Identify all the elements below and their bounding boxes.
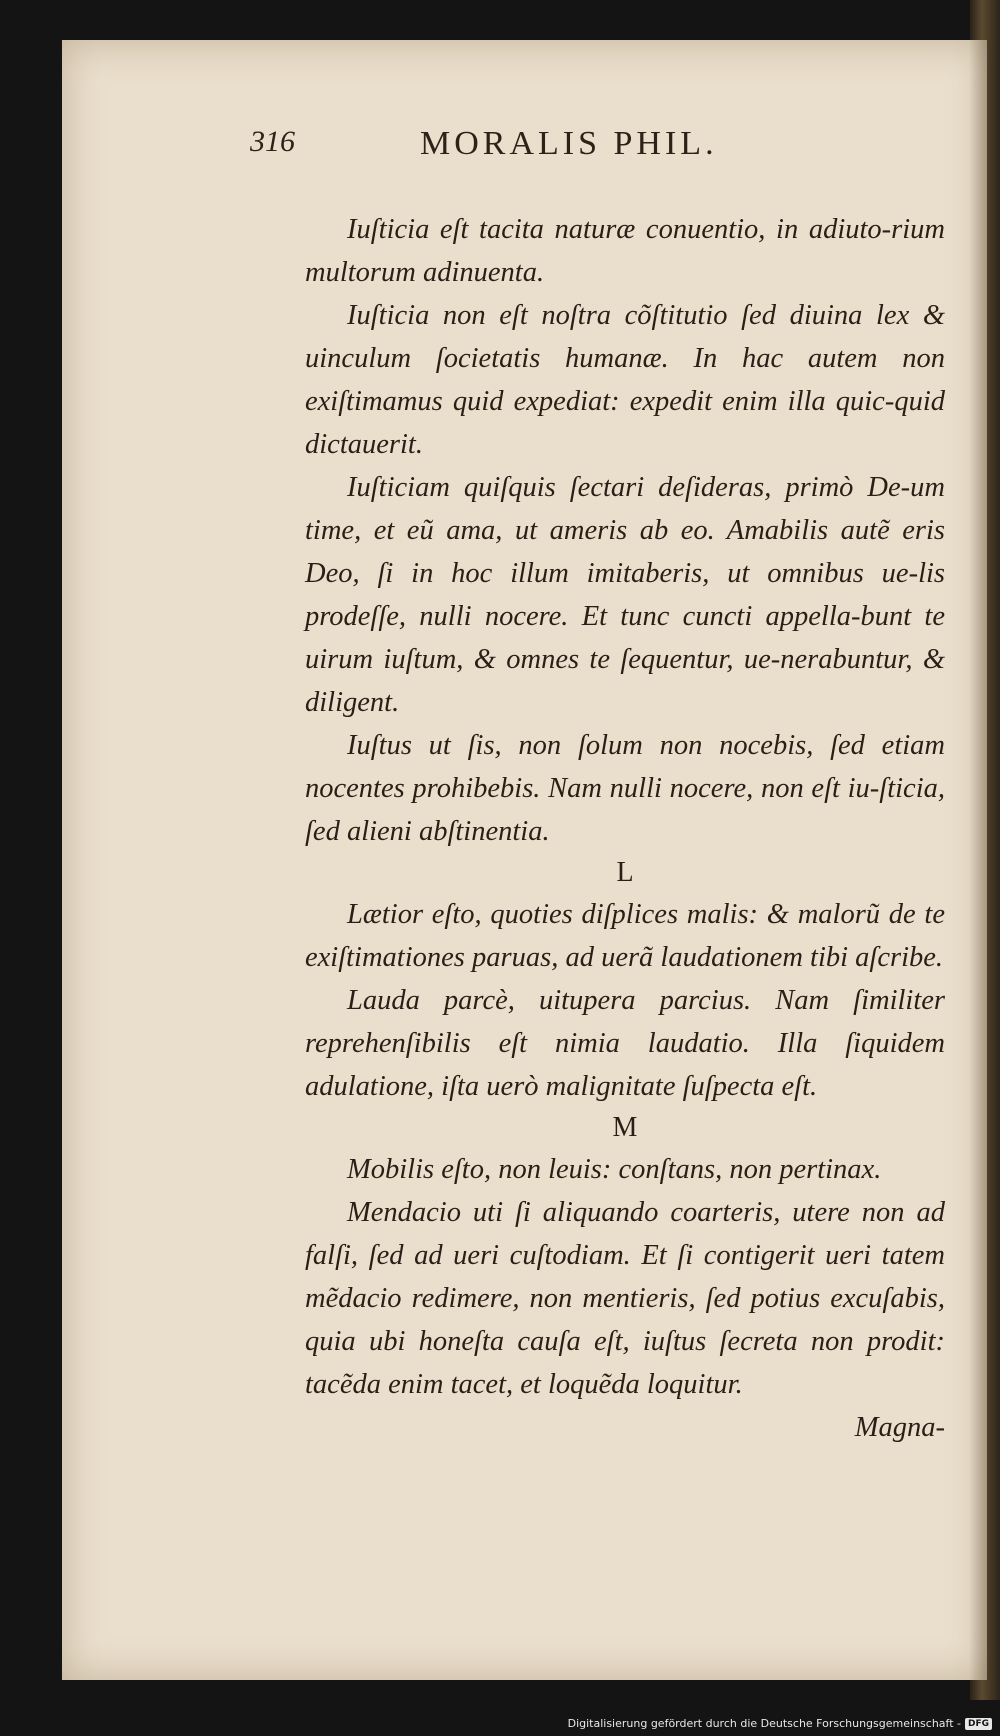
- main-text: [305, 208, 945, 1449]
- section-letter-m: M: [612, 1112, 638, 1143]
- footer-credit: Digitalisierung gefördert durch die Deutsche Forschungsgemeinschaft -: [567, 1717, 961, 1730]
- section-letter-l: L: [616, 857, 634, 888]
- catchword: Magna-: [854, 1412, 945, 1443]
- paragraph: Mendacio uti ſi aliquando coarteris, utere non ad falſi, ſed ad ueri cuſtodiam. Et ſi contigerit ueri tatem mẽdacio redimere, non mentieris, ſed potius excuſabis, quia ubi honeſta cauſa eſt, iuſtus ſecreta non prodit: tacẽda enim tacet, et loquẽda loquitur.: [305, 1197, 945, 1400]
- running-title: MORALIS PHIL.: [420, 125, 718, 162]
- paragraph: Iuſtus ut ſis, non ſolum non nocebis, ſed etiam nocentes prohibebis. Nam nulli nocere, non eſt iu-ſticia, ſed alieni abſtinentia.: [305, 730, 945, 847]
- paragraph: Lætior eſto, quoties diſplices malis: & malorũ de te exiſtimationes paruas, ad uerã laudationem tibi aſcribe.: [305, 899, 945, 973]
- digitization-footer: [568, 1717, 992, 1730]
- paragraph: Mobilis eſto, non leuis: conſtans, non pertinax.: [347, 1154, 882, 1185]
- running-head: [250, 125, 890, 175]
- paragraph: Iuſticiam quiſquis ſectari deſideras, primò De-um time, et eũ ama, ut ameris ab eo. Amabilis autẽ eris Deo, ſi in hoc illum imitaberis, ut omnibus ue-lis prodeſſe, nulli nocere. Et tunc cuncti appella-bunt te uirum iuſtum, & omnes te ſequentur, ue-nerabuntur, & diligent.: [305, 472, 945, 718]
- page-number: 316: [250, 125, 295, 158]
- dfg-logo-icon: DFG: [965, 1718, 992, 1730]
- paragraph: Iuſticia eſt tacita naturæ conuentio, in adiuto-rium multorum adinuenta.: [305, 214, 945, 288]
- paragraph: Iuſticia non eſt noſtra cõſtitutio ſed diuina lex & uinculum ſocietatis humanæ. In hac autem non exiſtimamus quid expediat: expedit enim illa quic-quid dictauerit.: [305, 300, 945, 460]
- paragraph: Lauda parcè, uitupera parcius. Nam ſimiliter reprehenſibilis eſt nimia laudatio. Illa ſiquidem adulatione, iſta uerò malignitate ſuſpecta eſt.: [305, 985, 945, 1102]
